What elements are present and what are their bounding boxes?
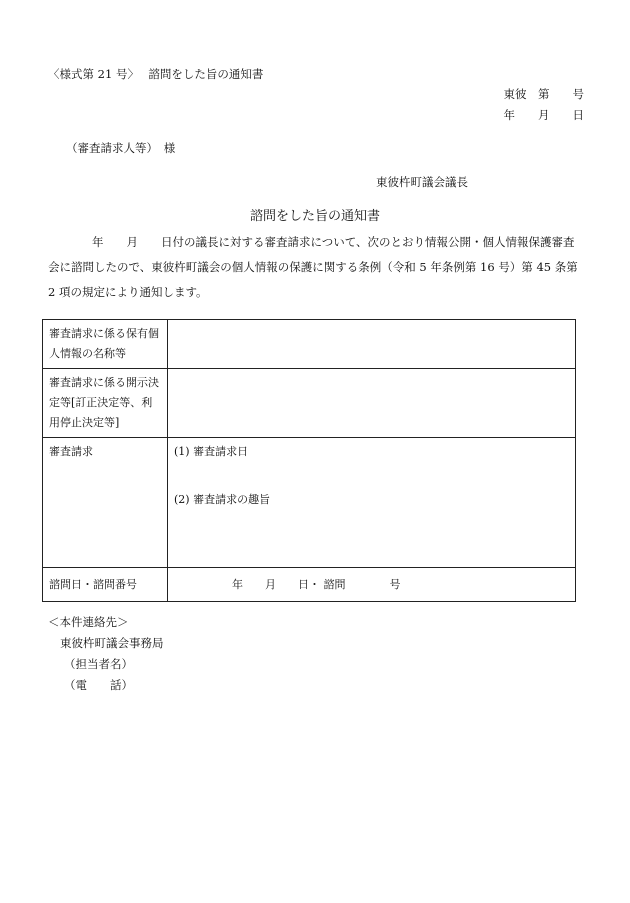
table-value-personal-info	[168, 320, 576, 369]
contact-person: （担当者名）	[64, 657, 133, 671]
request-date-item: (1) 審査請求日	[174, 445, 249, 458]
reference-number: 東彼 第 号	[503, 87, 584, 101]
table-value-decision	[168, 369, 576, 438]
table-row	[43, 320, 576, 369]
table-label-personal-info: 審査請求に係る保有個人情報の名称等	[43, 320, 168, 369]
contact-block	[48, 612, 164, 696]
table-row	[43, 568, 576, 602]
table-row	[43, 438, 576, 568]
contact-phone: （電 話）	[64, 678, 133, 692]
document-title: 諮問をした旨の通知書	[249, 209, 380, 224]
issue-date: 年 月 日	[503, 108, 584, 122]
table-value-consultation	[168, 568, 576, 602]
table-value-request	[168, 438, 576, 568]
request-purpose-item: (2) 審査請求の趣旨	[174, 493, 271, 506]
table-label-decision: 審査請求に係る開示決定等[訂正決定等、利用停止決定等]	[43, 369, 168, 438]
addressee: （審査請求人等） 様	[66, 141, 176, 155]
contact-heading: ＜本件連絡先＞	[48, 615, 129, 629]
form-number-label: 〈様式第 21 号〉 諮問をした旨の通知書	[48, 67, 264, 81]
consultation-date-number: 年 月 日・ 諮問 号	[232, 577, 401, 591]
sender: 東彼杵町議会議長	[376, 175, 468, 189]
body-paragraph: 年 月 日付の議長に対する審査請求について、次のとおり情報公開・個人情報保護審査会に諮問したので、東彼杵町議会の個人情報の保護に関する条例（令和 5 年条例第 16 号）第 45 条第 2 項の規定により通知します。	[48, 235, 578, 299]
table-label-request: 審査請求	[43, 438, 168, 568]
info-table	[42, 319, 576, 602]
table-label-consultation: 諮問日・諮問番号	[43, 568, 168, 602]
contact-office: 東彼杵町議会事務局	[60, 636, 164, 650]
table-row	[43, 369, 576, 438]
